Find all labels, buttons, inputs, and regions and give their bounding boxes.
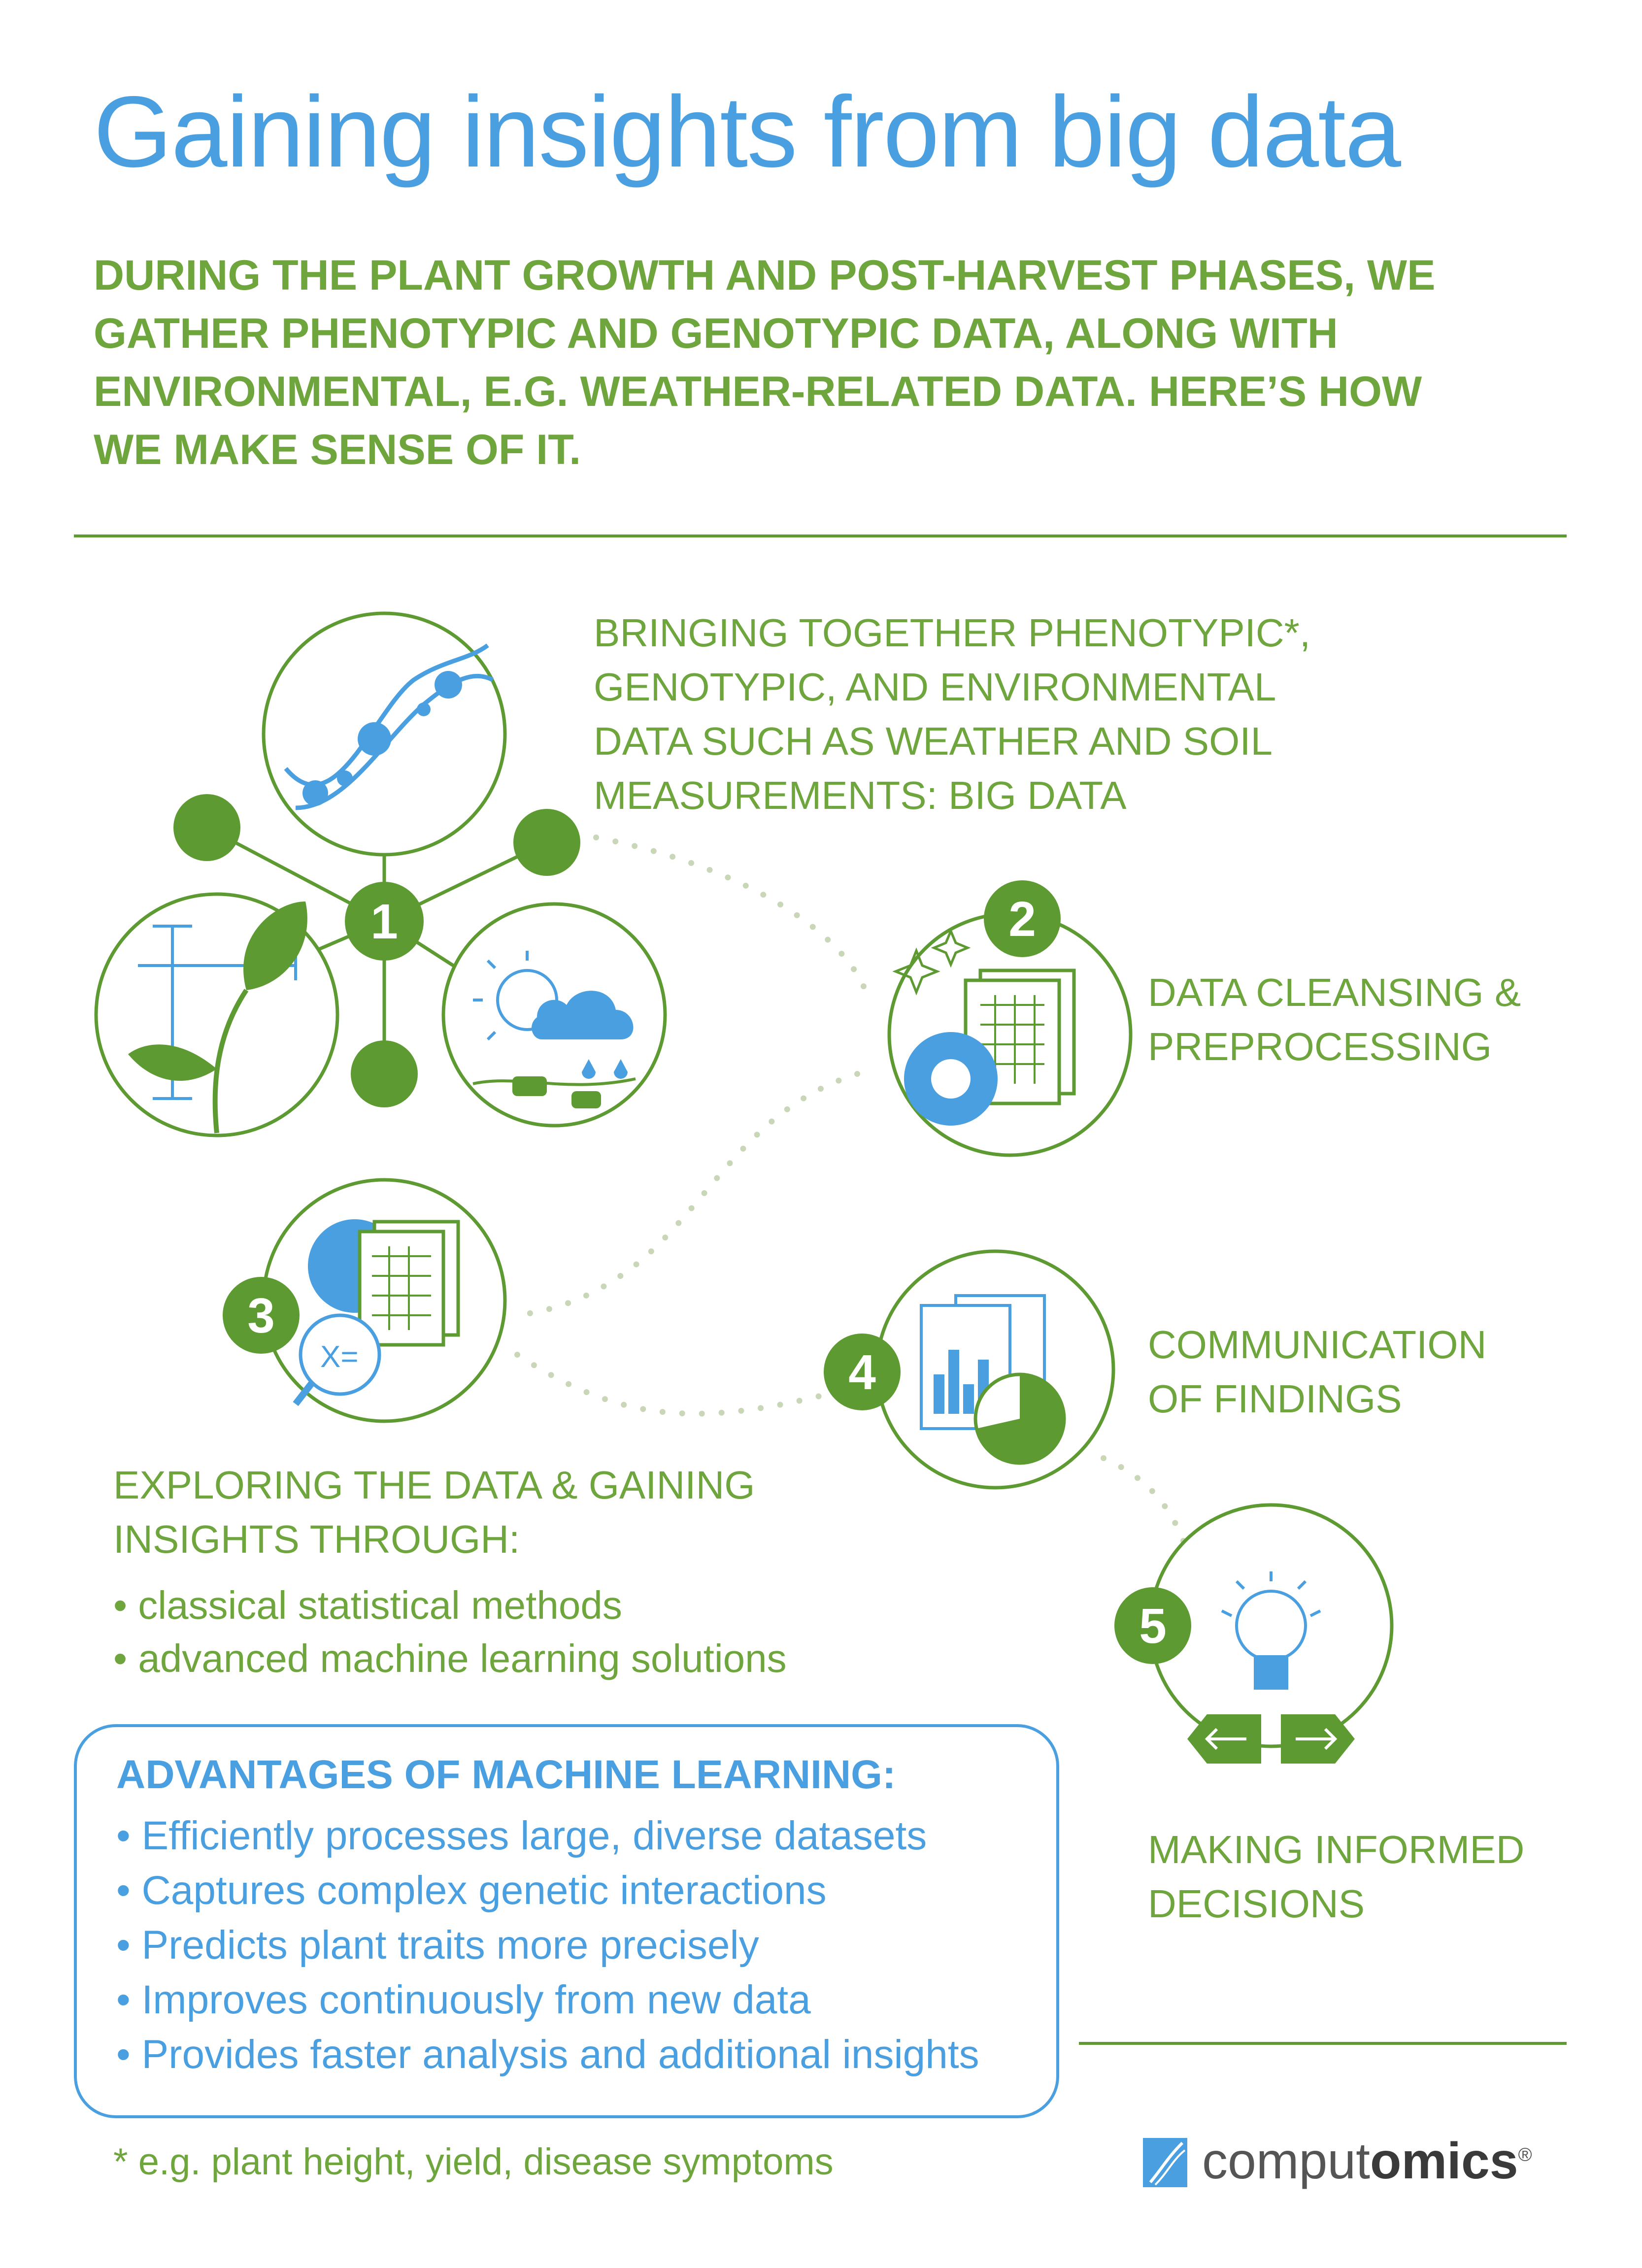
step5-text: MAKING INFORMED DECISIONS [1148,1828,1525,1926]
list-item: • Efficiently processes large, diverse datasets [116,1813,927,1858]
footnote: * e.g. plant height, yield, disease symptoms [113,2141,834,2183]
advantages-box [74,1724,1059,2118]
badge-4-number: 4 [848,1345,876,1400]
formula-label: X= [320,1340,359,1374]
registered-mark: ® [1518,2144,1532,2166]
list-item: • Improves continuously from new data [116,1977,811,2022]
badge-3-number: 3 [247,1288,275,1343]
bottom-divider [1079,2042,1567,2045]
step3-text: EXPLORING THE DATA & GAINING INSIGHTS THROUGH: [113,1463,755,1561]
list-item: • Predicts plant traits more precisely [116,1923,759,1968]
logo-text-light: comput [1202,2133,1371,2190]
list-item: • Provides faster analysis and additional insights [116,2032,979,2077]
communication-icon [877,1251,1113,1488]
step2-text: DATA CLEANSING & PREPROCESSING [1148,970,1521,1068]
advantages-title: ADVANTAGES OF MACHINE LEARNING: [116,1752,896,1797]
advantages-list [116,1808,979,2082]
badge-2-number: 2 [1008,892,1036,947]
logo-text-bold: omics [1370,2133,1518,2190]
badge-1-number: 1 [370,894,398,949]
step3-bullets: • classical statistical methods • advanced machine learning solutions [113,1583,787,1680]
exploring-icon [264,1180,505,1421]
weather-icon [443,904,665,1126]
page-title: Gaining insights from big data [94,75,1401,188]
list-item: • Captures complex genetic interactions [116,1868,827,1913]
intro-text: DURING THE PLANT GROWTH AND POST-HARVEST PHASES, WE GATHER PHENOTYPIC AND GENOTYPIC DATA, ALONG WITH ENVIRONMENTAL, E.G. WEATHER-RELATED DATA. HERE’S HOW WE MAKE SENSE OF IT. [94,252,1436,473]
plant-icon [96,894,337,1135]
computomics-logo [1143,2127,1562,2196]
dna-icon [264,613,505,855]
step1-text: BRINGING TOGETHER PHENOTYPIC*, GENOTYPIC, AND ENVIRONMENTAL DATA SUCH AS WEATHER AND SOIL MEASUREMENTS: BIG DATA [594,611,1311,817]
step4-text: COMMUNICATION OF FINDINGS [1148,1323,1487,1421]
badge-5-number: 5 [1139,1599,1167,1654]
logo-icon [1143,2133,1192,2192]
